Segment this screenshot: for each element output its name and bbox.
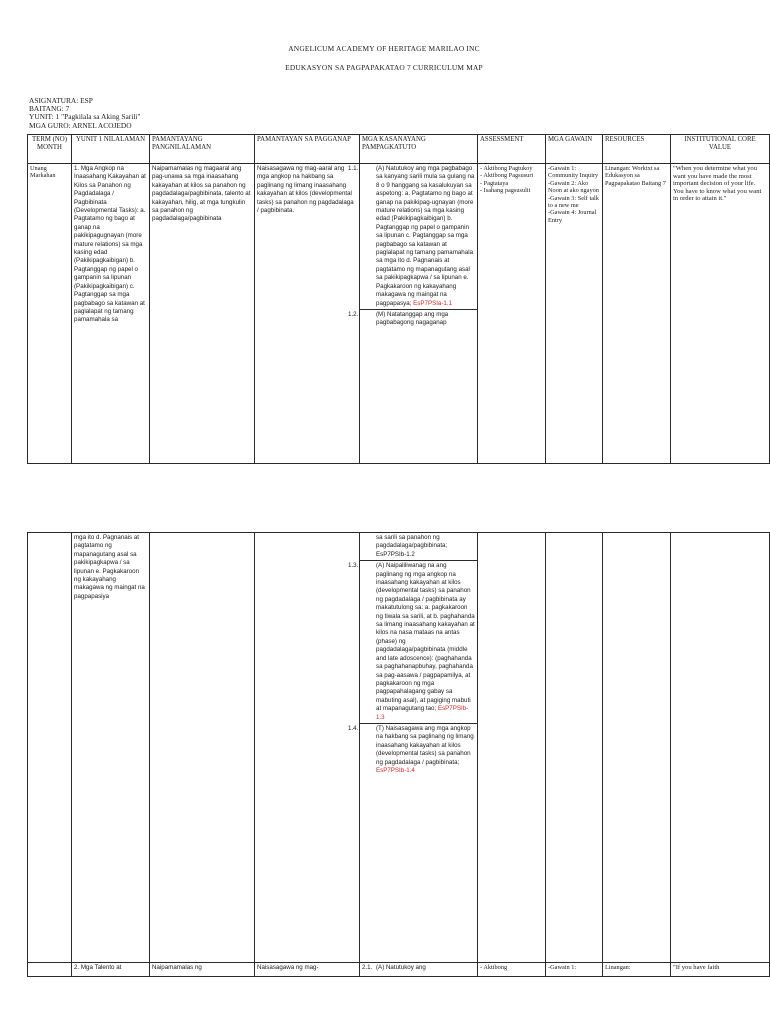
- pagganap-cell: [255, 533, 360, 963]
- gawain-cell: [546, 533, 603, 963]
- col-header-nilalaman: YUNIT 1 NILALAMAN: [72, 135, 150, 164]
- col-header-core-value: INSTITUTIONAL CORE VALUE: [671, 135, 770, 164]
- assessment-cell: [478, 533, 546, 963]
- resources-cell: Linangan:: [603, 963, 671, 977]
- document-title: EDUKASYON SA PAGPAPAKATAO 7 CURRICULUM MAP: [285, 63, 483, 72]
- kasanayan-item-1-1: [348, 164, 477, 309]
- competency-code: EsP7PSIb-1.3: [376, 705, 469, 721]
- kasanayan-cell: [360, 963, 478, 977]
- pangnilalaman-cell: [150, 533, 255, 963]
- table-row: [28, 164, 770, 464]
- item-number: 1.2.: [348, 310, 359, 318]
- baitang-label: BAITANG: 7: [29, 104, 70, 114]
- guro-label: MGA GURO: ARNEL ACOJEDO: [29, 120, 132, 130]
- gawain-cell: -Gawain 1:: [546, 963, 603, 977]
- competency-code: EsP7PSIb-1.4: [376, 766, 415, 774]
- core-value-cell: [671, 533, 770, 963]
- kasanayan-item-1-4: [348, 723, 477, 776]
- item-text: (A) Natutukoy ang mga pagbabago sa kanyang sarili mula sa gulang na 8 o 9 hanggang sa kasalukuyan sa aspetong: a. Pagtatamo ng bago at ganap na pakikipag-ugnayan (more mature relations) sa mga kasing edad (Pakikipagkaibigan) b. Pagtanggap ng papel o gampanin sa lipunan c. Pagtanggap sa mga pagbabago sa katawan at paglalapat ng tamang pamamahala sa mga ito d. Pagnanais at pagtatamo ng mapanagutang asal sa pakikipagkapwa / sa lipunan e. Pagkakaroon ng kakayahang makagawa ng maingat na pagpapasya;: [376, 165, 475, 307]
- table-row: [28, 533, 770, 963]
- competency-code: EsP7PSIa-1.1: [413, 299, 453, 307]
- gawain-item: -Gawain 2: Ako Noon at ako ngayon: [548, 179, 599, 195]
- resources-cell: [603, 533, 671, 963]
- col-header-pangnilalaman: PAMANTAYANG PANGNILALAMAN: [150, 135, 255, 164]
- col-header-resources: RESOURCES: [603, 135, 671, 164]
- curriculum-map-table-part-2: [27, 532, 770, 977]
- pangnilalaman-cell: Naipamamalas ng: [150, 963, 255, 977]
- term-cell: Unang Markahan: [28, 164, 72, 464]
- asignatura-label: ASIGNATURA: ESP: [29, 96, 93, 105]
- core-value-cell: "If you have faith: [671, 963, 770, 977]
- assessment-item: - Pagtataya: [480, 179, 509, 187]
- yunit-label: YUNIT: 1 "Pagkilala sa Aking Sarili": [29, 112, 141, 122]
- nilalaman-cell: mga ito d. Pagnanais at pagtatamo ng mapanagutang asal sa pakikipagkapwa / sa lipunan e. Pagkakaroon ng kakayahang makagawa ng maingat na pagpapasiya: [72, 533, 150, 963]
- item-text: (A) Natutukoy ang: [376, 964, 426, 971]
- col-header-kasanayan: MGA KASANAYANG PAMPAGKATUTO: [360, 135, 478, 164]
- competency-code: EsP7PSIb-1.2: [376, 550, 415, 558]
- pangnilalaman-cell: Naipamamalas ng magaaral ang pag-unawa sa mga inaasahang kakayahan at kilos sa panahon ng pagdadalaga/pagbibinata, talento at kakayahan, hilig, at mga tungkulin sa panahon ng pagdadalaga/pagbibinata: [150, 164, 255, 464]
- gawain-item: -Gawain 1: Community Inquiry: [548, 165, 599, 180]
- pagganap-cell: Naisasagawa ng mag-: [255, 963, 360, 977]
- col-header-assessment: ASSESSMENT: [478, 135, 546, 164]
- item-text: (A) Naipaliliwanag na ang paglinang ng mga angkop na inaasahang kakayahan at kilos (developmental tasks) sa panahon ng pagdadalaga / pagbibinata ay makatutulong sa: a. pagkakaroon ng tiwala sa sarili, at b. paghahanda sa limang inaasahang kakayahan at kilos na nasa mataas na antas (phase) ng pagdadalaga/pagbibinata (middle and late adoscence): (paghahanda sa paghahanapbuhay, paghahanda sa pag-aasawa / pagpapamilya, at pagkakaroon ng mga pagpapahalagang gabay sa mabuting asal), at pagiging mabuti at mapanagutang tao;: [376, 562, 475, 713]
- item-number: 2.1.: [362, 964, 373, 971]
- assessment-item: - Isahang pagsusulit: [480, 187, 531, 195]
- col-header-pagganap: PAMANTAYAN SA PAGGANAP: [255, 135, 360, 164]
- kasanayan-item-1-3: [348, 560, 477, 723]
- kasanayan-item-1-2-cont: [360, 533, 477, 560]
- item-number: 1.4.: [348, 724, 359, 732]
- gawain-cell: [546, 164, 603, 464]
- resources-cell: Linangan: Worktxt sa Edukasyon sa Pagpapakatao Baitang 7: [603, 164, 671, 464]
- assessment-cell: - Aktibong: [478, 963, 546, 977]
- item-text: (T) Naisasagawa ang mga angkop na hakbang sa paglinang ng limang inaasahang kakayahan at kilos (developmental tasks) sa panahon ng pagdadalaga / pagbibinata;: [376, 724, 474, 766]
- col-header-gawain: MGA GAWAIN: [546, 135, 603, 164]
- assessment-cell: [478, 164, 546, 464]
- table-row: [28, 963, 770, 977]
- term-cell: [28, 963, 72, 977]
- assessment-item: - Aktibong Pagtukoy: [480, 165, 533, 172]
- kasanayan-cell: [348, 533, 478, 963]
- school-name: ANGELICUM ACADEMY OF HERITAGE MARILAO INC: [288, 44, 480, 53]
- meta-block: [29, 97, 140, 130]
- nilalaman-cell: 1. Mga Angkop na Inaasahang Kakayahan at Kilos sa Panahon ng Pagdadalaga / Pagbibinata (Developmental Tasks): a. Pagtatamo ng bago at ganap na pakikipagugnayan (more mature relations) sa mga kasing edad (Pakikipagkaibigan) b. Pagtanggap ng papel o gampanin sa lipunan (Pakikipagkaibigan) c. Pagtanggap sa mga pagbabago sa katawan at paglalapat ng tamang pamamahala sa: [72, 164, 150, 464]
- item-text: sa sarili sa panahon ng pagdadalaga/pagbibinata;: [376, 534, 448, 550]
- assessment-item: - Aktibong Pagsusuri: [480, 172, 534, 180]
- gawain-item: -Gawain 4: Journal Entry: [548, 209, 597, 224]
- nilalaman-cell: 2. Mga Talento at: [72, 963, 150, 977]
- pagganap-cell: Naisasagawa ng mag-aaral ang mga angkop na hakbang sa paglinang ng limang inaasahang kakayahan at kilos (developmental tasks) sa panahon ng pagdadalaga / pagbibinata.: [255, 164, 360, 464]
- kasanayan-cell: [348, 164, 478, 464]
- item-number: 1.3.: [348, 562, 359, 570]
- header-row: [28, 135, 770, 164]
- kasanayan-item-1-2: [348, 309, 477, 329]
- core-value-cell: "When you determine what you want you have made the most important decision of your life. You have to know what you want in order to attain it.": [671, 164, 770, 464]
- gawain-item: -Gawain 3: Self talk to a new me: [548, 194, 599, 210]
- item-number: 1.1.: [348, 165, 359, 172]
- curriculum-map-table-part-1: [27, 134, 770, 464]
- col-header-term: TERM (NO) MONTH: [28, 135, 72, 164]
- term-cell: [28, 533, 72, 963]
- item-text: (M) Natatanggap ang mga pagbabagong nagaganap: [376, 310, 449, 327]
